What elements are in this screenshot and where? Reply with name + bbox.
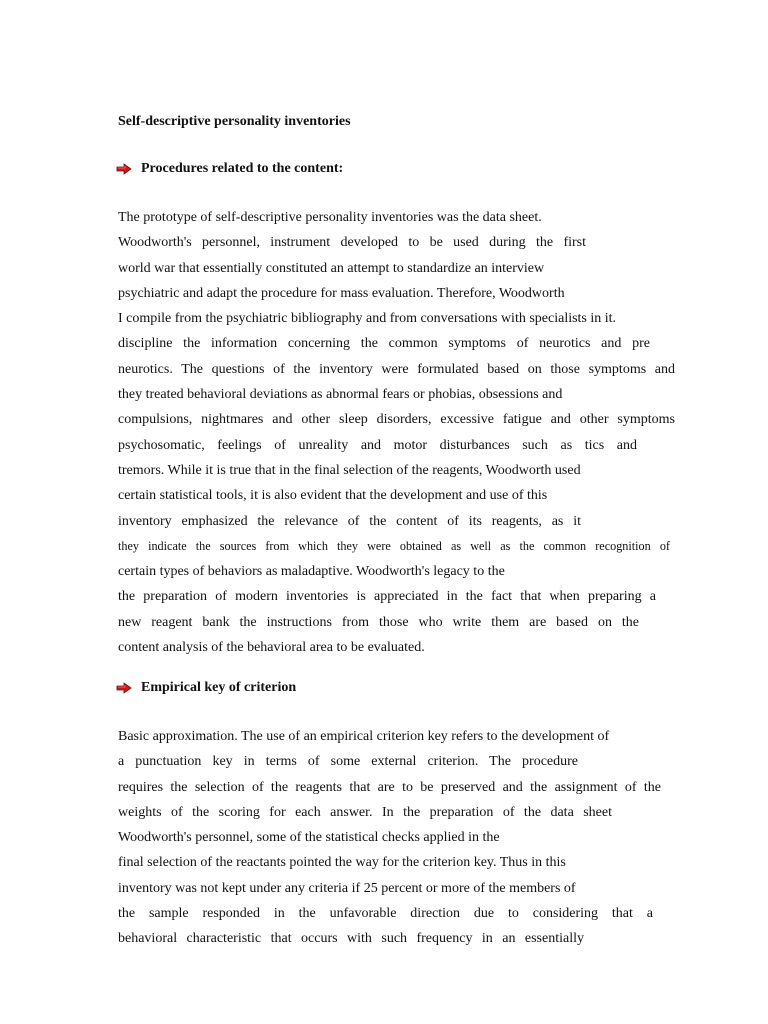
paragraph-line: psychiatric and adapt the procedure for mass evaluation. Therefore, Woodworth [118,285,565,301]
paragraph-line: Woodworth's personnel, some of the statistical checks applied in the [118,830,500,846]
section-heading-content-procedures [116,161,343,177]
paragraph-line: certain statistical tools, it is also evident that the development and use of this [118,488,548,504]
paragraph-line: final selection of the reactants pointed the way for the criterion key. Thus in this [118,855,566,871]
paragraph-line: I compile from the psychiatric bibliography and from conversations with specialists in it. [118,311,617,327]
paragraph-line: weights of the scoring for each answer. In the preparation of the data sheet [118,804,612,820]
paragraph-line: tremors. While it is true that in the final selection of the reagents, Woodworth used [118,462,581,478]
paragraph-line: they treated behavioral deviations as abnormal fears or phobias, obsessions and [118,387,563,403]
paragraph-line: a punctuation key in terms of some external criterion. The procedure [118,754,578,770]
paragraph-line: inventory emphasized the relevance of the content of its reagents, as it [118,513,581,529]
paragraph-line: content analysis of the behavioral area to be evaluated. [118,640,425,656]
paragraph-line: Basic approximation. The use of an empirical criterion key refers to the development of [118,729,610,744]
paragraph-line: world war that essentially constituted an attempt to standardize an interview [118,260,545,276]
section-heading-text: Procedures related to the content: [141,161,344,176]
section-heading-empirical-key [116,680,296,696]
paragraph-line: they indicate the sources from which they were obtained as well as the common recognition of [118,538,670,553]
paragraph-line: Woodworth's personnel, instrument developed to be used during the first [118,235,586,251]
paragraph-line: psychosomatic, feelings of unreality and motor disturbances such as tics and [118,437,637,453]
paragraph-line: neurotics. The questions of the inventory were formulated based on those symptoms and [118,361,675,377]
paragraph-line: behavioral characteristic that occurs with such frequency in an essentially [118,931,584,947]
section-paragraph [118,724,675,952]
paragraph-line: the preparation of modern inventories is appreciated in the fact that when preparing a [118,589,656,605]
paragraph-line: the sample responded in the unfavorable direction due to considering that a [118,906,653,922]
paragraph-line: certain types of behaviors as maladaptive. Woodworth's legacy to the [118,564,505,580]
paragraph-line: compulsions, nightmares and other sleep disorders, excessive fatigue and other symptoms [118,412,675,428]
red-arrow-icon [116,163,132,175]
paragraph-line: requires the selection of the reagents that are to be preserved and the assignment of the [118,779,661,795]
document-title: Self-descriptive personality inventories [118,114,351,129]
paragraph-line: discipline the information concerning the common symptoms of neurotics and pre [118,336,650,352]
paragraph-line: new reagent bank the instructions from those who write them are based on the [118,614,639,630]
section-paragraph [118,205,675,660]
paragraph-line: inventory was not kept under any criteria if 25 percent or more of the members of [118,880,576,896]
red-arrow-icon [116,682,132,694]
section-heading-text: Empirical key of criterion [141,680,297,695]
paragraph-line: The prototype of self-descriptive personality inventories was the data sheet. [118,210,542,225]
